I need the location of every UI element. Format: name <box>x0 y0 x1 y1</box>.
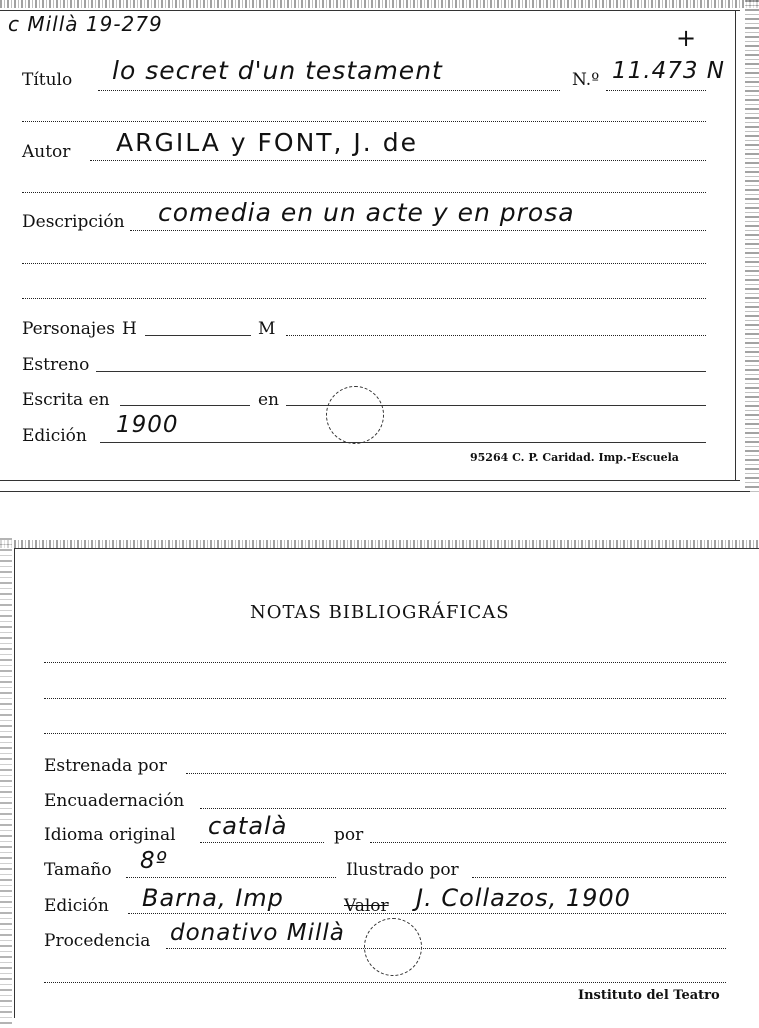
card-border-bottom <box>0 480 740 481</box>
tamano-line <box>126 877 336 878</box>
titulo-label: Título <box>22 70 73 90</box>
descripcion-value: comedia en un acte y en prosa <box>158 198 575 227</box>
notas-line-1 <box>44 662 726 663</box>
card-border-left <box>14 548 15 1018</box>
card-right-edge <box>745 0 759 492</box>
valor-value: J. Collazos, 1900 <box>416 884 631 912</box>
tamano-value: 8º <box>140 848 168 874</box>
titulo-line <box>98 90 560 91</box>
encuadernacion-line <box>200 808 726 809</box>
autor-line-2 <box>22 192 706 193</box>
idioma-value: català <box>208 812 288 840</box>
titulo-line-2 <box>22 121 706 122</box>
edicion-line <box>100 442 706 443</box>
autor-line <box>90 160 706 161</box>
descripcion-line-3 <box>22 298 706 299</box>
idioma-label: Idioma original <box>44 825 176 845</box>
numero-label: N.º <box>572 70 600 90</box>
personajes-m-label: M <box>258 319 276 339</box>
idioma-por-line <box>370 842 726 843</box>
institution-footer: Instituto del Teatro <box>578 988 720 1003</box>
estrenada-label: Estrenada por <box>44 756 167 776</box>
escrita-en-label: en <box>258 390 280 410</box>
library-stamp <box>364 918 422 976</box>
personajes-m-line <box>286 335 706 336</box>
tamano-label: Tamaño <box>44 860 112 880</box>
card-left-edge <box>0 538 12 1028</box>
personajes-h-line <box>145 335 251 336</box>
personajes-h-label: H <box>122 319 137 339</box>
autor-label: Autor <box>22 142 71 162</box>
notas-line-2 <box>44 698 726 699</box>
descripcion-label: Descripción <box>22 212 125 232</box>
procedencia-line <box>166 948 726 949</box>
edicion-value: Barna, Imp <box>142 884 284 912</box>
estreno-label: Estreno <box>22 355 90 375</box>
edicion-value: 1900 <box>116 412 179 438</box>
catalog-card-back <box>0 538 759 1028</box>
idioma-por-label: por <box>334 825 364 845</box>
notas-line-bottom <box>44 982 726 983</box>
card-shadow-line <box>0 491 750 492</box>
edicion-label: Edición <box>44 896 109 916</box>
ilustrado-label: Ilustrado por <box>346 860 459 880</box>
personajes-label: Personajes <box>22 319 115 339</box>
procedencia-value: donativo Millà <box>170 920 345 946</box>
escrita-label: Escrita en <box>22 390 110 410</box>
card-top-edge <box>0 540 759 548</box>
numero-line <box>606 90 706 91</box>
valor-label: Valor <box>344 896 389 916</box>
escrita-line <box>120 405 250 406</box>
library-stamp <box>326 386 384 444</box>
edicion-label: Edición <box>22 426 87 446</box>
notas-line-3 <box>44 733 726 734</box>
procedencia-label: Procedencia <box>44 931 151 951</box>
card-top-edge <box>0 0 759 8</box>
notas-heading: NOTAS BIBLIOGRÁFICAS <box>250 602 510 623</box>
card-border-right <box>735 10 736 480</box>
cross-mark: + <box>676 24 698 52</box>
printer-imprint: 95264 C. P. Caridad. Imp.-Escuela <box>470 451 679 464</box>
descripcion-line-2 <box>22 263 706 264</box>
estrenada-line <box>186 773 726 774</box>
edicion-line <box>128 913 726 914</box>
encuadernacion-label: Encuadernación <box>44 791 185 811</box>
card-border-top <box>14 548 759 549</box>
autor-value: ARGILA y FONT, J. de <box>116 128 418 157</box>
descripcion-line <box>130 230 706 231</box>
numero-value: 11.473 N <box>612 58 725 84</box>
catalog-card-front <box>0 0 759 492</box>
idioma-line <box>200 842 324 843</box>
corner-note: c Millà 19-279 <box>8 12 163 36</box>
ilustrado-line <box>472 877 726 878</box>
titulo-value: lo secret d'un testament <box>112 56 443 85</box>
card-border-top <box>0 10 740 11</box>
estreno-line <box>96 371 706 372</box>
